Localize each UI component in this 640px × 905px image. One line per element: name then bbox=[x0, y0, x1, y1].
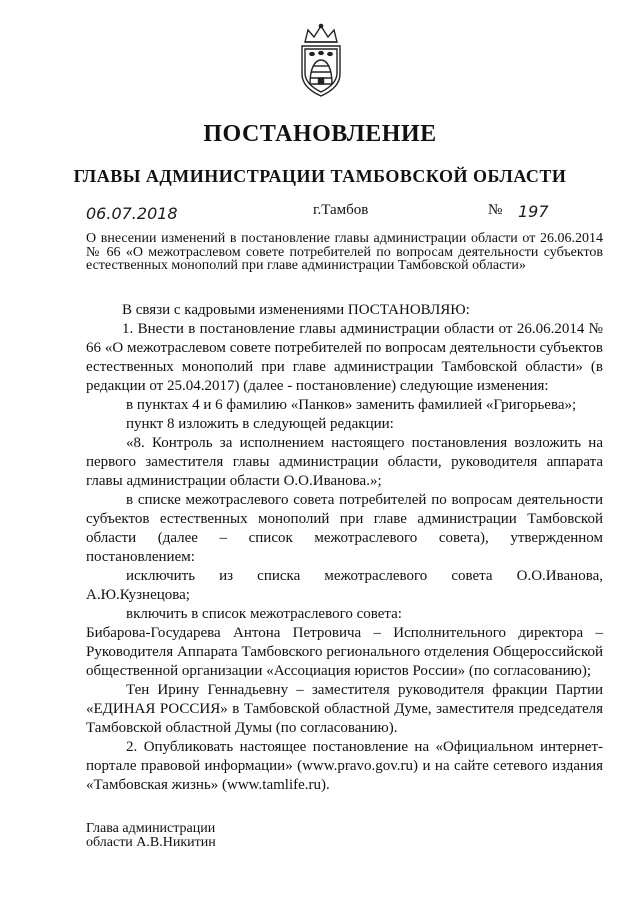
number-label: № bbox=[488, 202, 503, 218]
paragraph-point-8-text: «8. Контроль за исполнением настоящего постановления возложить на первого заместителя главы администрации области, руководителя аппарата главы администрации области О.О.Иванова.»; bbox=[86, 435, 603, 489]
document-body bbox=[86, 301, 603, 795]
document-city: г.Тамбов bbox=[313, 202, 369, 218]
document-date: 06.07.2018 bbox=[86, 204, 178, 223]
paragraph-change-surname: в пунктах 4 и 6 фамилию «Панков» заменить фамилией «Григорьева»; bbox=[126, 397, 577, 413]
coat-of-arms-icon bbox=[296, 22, 346, 98]
paragraph-item-1: 1. Внести в постановление главы администрации области от 26.06.2014 № 66 «О межотраслевом совете потребителей по вопросам деятельности субъектов естественных монополий при главе администрации Тамбовской области» (в редакции от 25.04.2017) (далее - постановление) следующие изменения: bbox=[86, 321, 603, 394]
paragraph-exclude: исключить из списка межотраслевого совета О.О.Иванова, А.Ю.Кузнецова; bbox=[86, 568, 603, 603]
paragraph-council-list: в списке межотраслевого совета потребителей по вопросам деятельности субъектов естественных монополий при главе администрации Тамбовской области (далее – список межотраслевого совета), утвержденном постановлением: bbox=[86, 492, 603, 565]
paragraph-point-8-intro: пункт 8 изложить в следующей редакции: bbox=[126, 416, 394, 432]
document-subtitle: ГЛАВЫ АДМИНИСТРАЦИИ ТАМБОВСКОЙ ОБЛАСТИ bbox=[73, 166, 567, 186]
signature-name: области А.В.Никитин bbox=[86, 835, 216, 850]
paragraph-item-2: 2. Опубликовать настоящее постановление на «Официальном интернет-портале правовой информации» (www.pravo.gov.ru) и на сайте сетевого издания «Тамбовская жизнь» (www.tamlife.ru). bbox=[86, 739, 603, 793]
paragraph-member-bibarov: Бибарова-Государева Антона Петровича – Исполнительного директора – Руководителя Аппарата Тамбовского регионального отделения Общероссийской общественной организации «Ассоциация юристов России» (по согласованию); bbox=[86, 625, 603, 679]
document-subject: О внесении изменений в постановление главы администрации области от 26.06.2014 № 66 «О межотраслевом совете потребителей по вопросам деятельности субъектов естественных монополий при главе администрации Тамбовской области» bbox=[86, 231, 603, 273]
paragraph-member-ten: Тен Ирину Геннадьевну – заместителя руководителя фракции Партии «ЕДИНАЯ РОССИЯ» в Тамбовской областной Думе, заместителя председателя Тамбовской областной Думы (по согласованию). bbox=[86, 682, 603, 736]
paragraph-preamble: В связи с кадровыми изменениями ПОСТАНОВЛЯЮ: bbox=[122, 302, 470, 318]
document-title: ПОСТАНОВЛЕНИЕ bbox=[203, 121, 437, 147]
document-number: 197 bbox=[518, 202, 549, 221]
signature-block bbox=[86, 822, 216, 850]
paragraph-include-intro: включить в список межотраслевого совета: bbox=[126, 606, 402, 622]
signature-position: Глава администрации bbox=[86, 821, 216, 836]
